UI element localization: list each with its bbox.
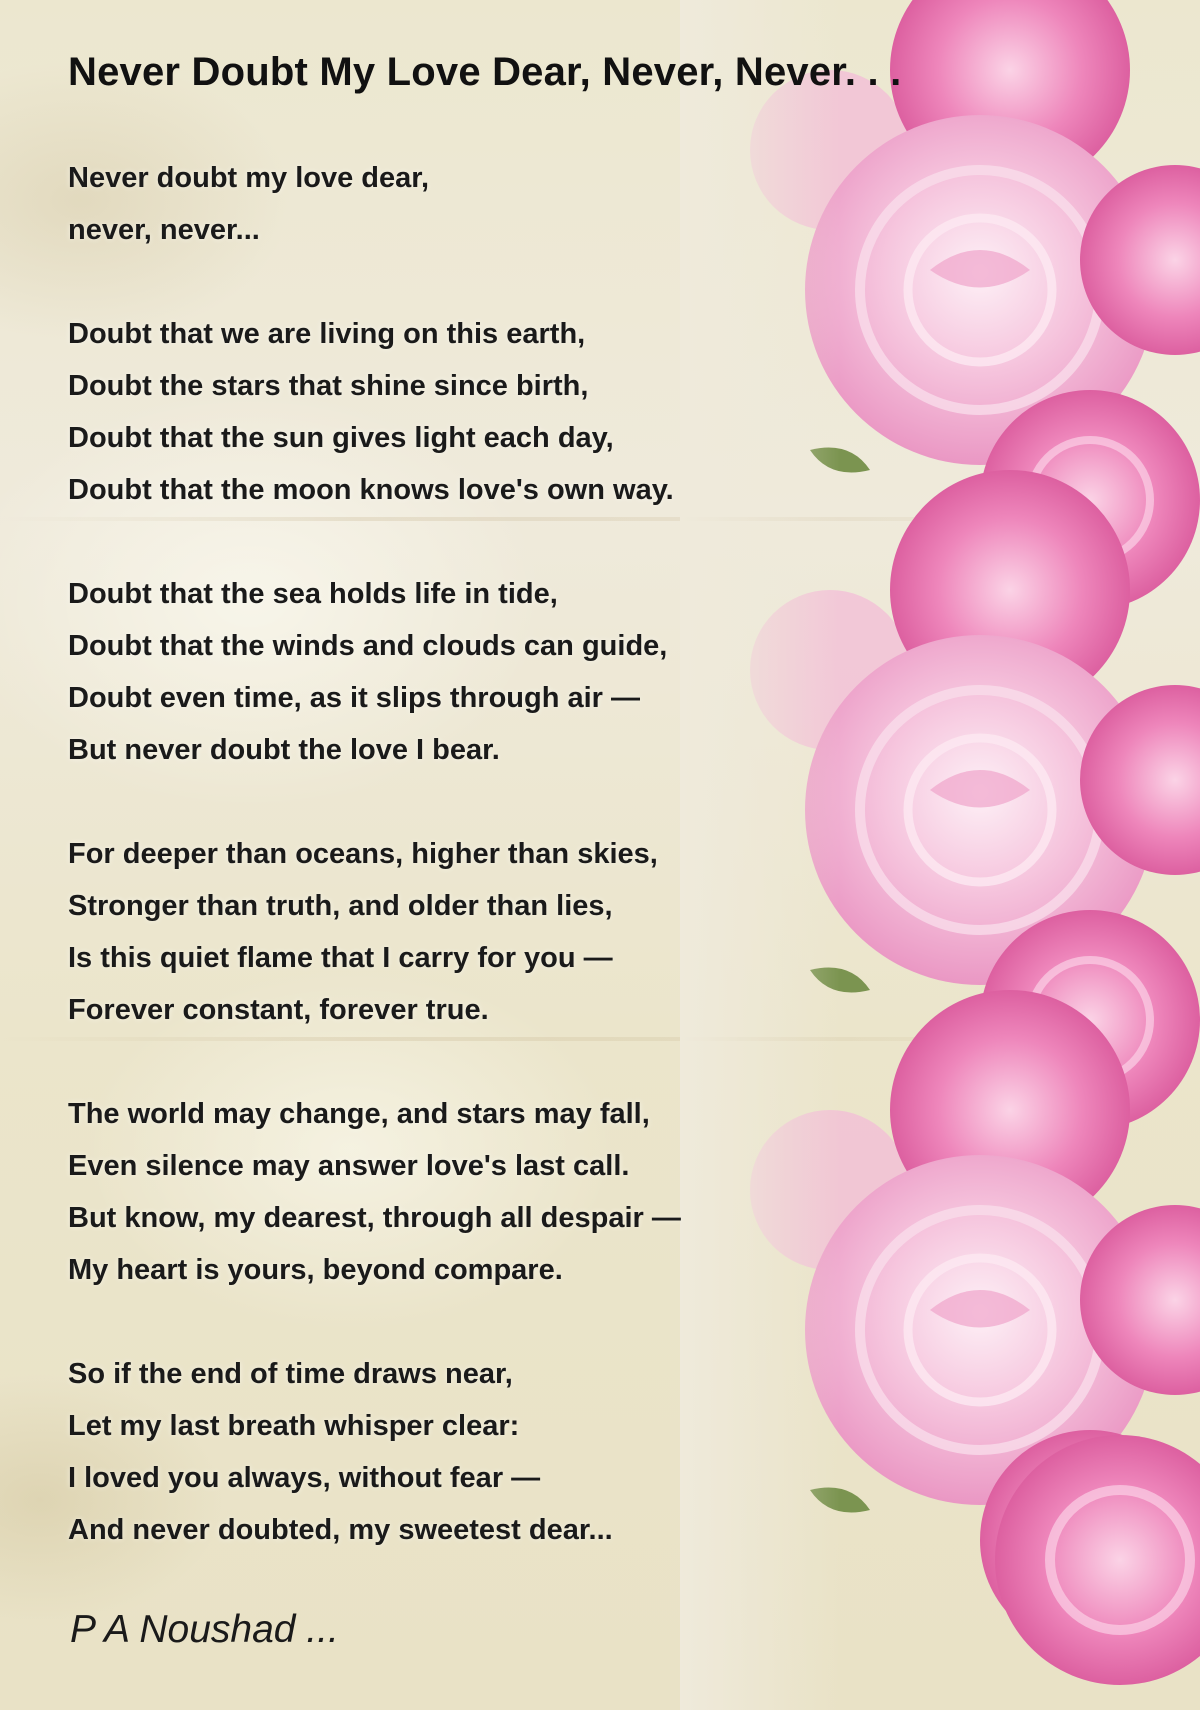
stanza xyxy=(68,308,828,516)
poem-line: Doubt even time, as it slips through air — xyxy=(68,682,641,714)
poem-author: P A Noushad ... xyxy=(70,1608,339,1651)
poem-line: Never doubt my love dear, xyxy=(68,162,430,194)
poem-line: Let my last breath whisper clear: xyxy=(68,1410,520,1442)
poem-line: Stronger than truth, and older than lies, xyxy=(68,890,613,922)
poem-line: Doubt that the sun gives light each day, xyxy=(68,422,614,454)
poem-line: never, never... xyxy=(68,214,260,246)
poem-line: I loved you always, without fear — xyxy=(68,1462,541,1494)
poem-line: And never doubted, my sweetest dear... xyxy=(68,1514,613,1546)
poem-line: My heart is yours, beyond compare. xyxy=(68,1254,563,1286)
poem-line: Even silence may answer love's last call. xyxy=(68,1150,630,1182)
poem-line: For deeper than oceans, higher than skies, xyxy=(68,838,658,870)
poem-line: Is this quiet flame that I carry for you — xyxy=(68,942,613,974)
stanza xyxy=(68,1088,828,1296)
poem-line: Doubt that the sea holds life in tide, xyxy=(68,578,558,610)
stanza xyxy=(68,568,828,776)
poem-line: Doubt that we are living on this earth, xyxy=(68,318,586,350)
poem-line: Doubt the stars that shine since birth, xyxy=(68,370,589,402)
poem-line: Doubt that the moon knows love's own way. xyxy=(68,474,674,506)
poem-line: The world may change, and stars may fall, xyxy=(68,1098,650,1130)
stanza xyxy=(68,1348,828,1556)
poem-line: Forever constant, forever true. xyxy=(68,994,489,1026)
poem-line: Doubt that the winds and clouds can guide, xyxy=(68,630,668,662)
poem-title: Never Doubt My Love Dear, Never, Never. . . xyxy=(68,50,902,94)
poem-body xyxy=(68,152,828,1608)
poem-line: So if the end of time draws near, xyxy=(68,1358,513,1390)
poem-line: But know, my dearest, through all despair — xyxy=(68,1202,681,1234)
poem-line: But never doubt the love I bear. xyxy=(68,734,500,766)
stanza xyxy=(68,152,828,256)
stanza xyxy=(68,828,828,1036)
